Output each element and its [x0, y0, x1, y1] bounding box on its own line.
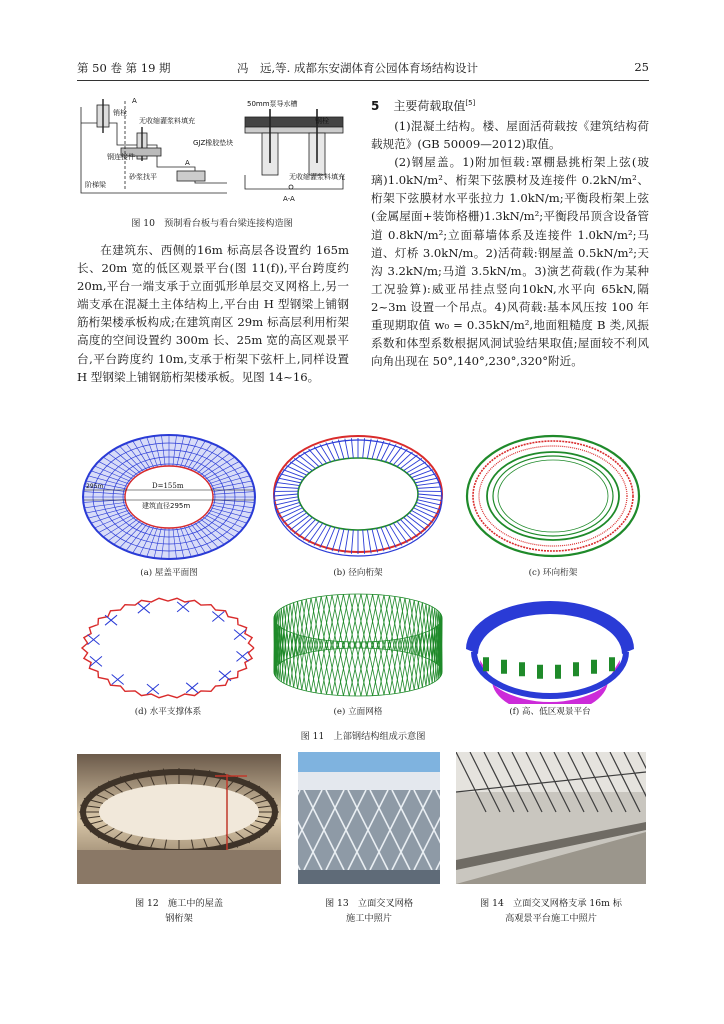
fig11-caption-a: (a) 屋盖平面图 — [140, 568, 198, 578]
platform-paragraph: 在建筑东、西侧的16m 标高层各设置约 165m 长、20m 宽的低区观景平台(图 11(f)),平台跨度约 20m,平台一端支承于立面弧形单层交叉网格上,另一端支承在混凝土主体结构上,平台由 H 型钢梁上铺钢筋桁架楼承板构成;在建筑南区 29m 标高层利用桁架高度的空间设置约 300m 长、25m 宽的高区观景平台,平台跨度约 10m,支承于桁架下弦杆上,同样设置 H 型钢梁上铺钢筋桁架楼承板。见图 14~16。 — [77, 243, 349, 384]
panel-a-dim3: 295m — [86, 483, 104, 490]
figure-11-caption: 图 11 上部钢结构组成示意图 — [300, 731, 426, 742]
roof-plan-svg — [80, 432, 258, 562]
ring-truss-svg — [462, 432, 644, 562]
page-number: 25 — [634, 60, 649, 74]
load-paragraph-2: (2)钢屋盖。1)附加恒载:罩棚悬挑桁架上弦(玻璃)1.0kN/m²、桁架下弦膜材及连接件 0.2kN/m²、桁架下弦膜材水平张拉力 1.0kN/m;平衡段桁架上弦(金属屋面+装饰格栅)1.3kN/m²;平衡段吊顶含设备管道 0.8kN/m²;立面幕墙体系及连接件 1.0kN/m²;马道、灯桥 3.0kN/m。2)活荷载:钢屋盖 0.5kN/m²;天沟 3.2kN/m;马道 3.5kN/m。3)演艺荷载(作为某种工况验算):威亚吊挂点竖向10kN,水平向 65kN,隔 2~3m 设置一个吊点。4)风荷载:基本风压按 100 年重现期取值 w₀ = 0.35kN/m²,地面粗糙度 B 类,风振系数和体型系数根据风洞试验结果取值;屋面较不利风向角出现在 50°,140°,230°,320°附近。 — [371, 155, 649, 369]
running-title: 冯 远,等. 成都东安湖体育公园体育场结构设计 — [237, 61, 478, 75]
fig10-label-a2: A — [185, 159, 190, 167]
fig11-panel-b — [268, 432, 448, 562]
left-column — [77, 241, 349, 386]
fig14-caption — [456, 896, 646, 926]
fig10-label-grout: 无收缩灌浆料填充 — [139, 117, 195, 125]
photo-fig13 — [298, 752, 440, 884]
fig11-caption-c: (c) 环向桁架 — [528, 568, 578, 578]
fig11-caption-f: (f) 高、低区观景平台 — [509, 707, 591, 717]
load-paragraph-1: (1)混凝土结构。楼、屋面活荷载按《建筑结构荷载规范》(GB 50009—2012)取值。 — [371, 119, 649, 152]
fig11-panel-d — [76, 592, 260, 704]
section-ref: [5] — [465, 99, 476, 107]
horizontal-bracing-svg — [76, 592, 260, 704]
platform-svg — [456, 594, 644, 704]
section-title: 主要荷载取值 — [393, 99, 466, 113]
fig12-caption — [77, 896, 281, 926]
facade-construction-photo — [298, 752, 440, 884]
fig12-caption-line2: 钢桁架 — [165, 913, 193, 924]
fig10-label-grout2: 无收缩灌浆料填充 — [289, 173, 345, 181]
facade-grid-svg — [266, 588, 450, 704]
fig10-label-cushion: 50mm泵导水槽 — [247, 100, 298, 108]
fig13-caption-line2: 施工中照片 — [346, 913, 392, 924]
fig14-caption-line2: 高观景平台施工中照片 — [505, 913, 597, 924]
fig11-panel-f — [456, 594, 644, 704]
fig11-caption-e: (e) 立面网格 — [333, 707, 383, 717]
figure-10-caption: 图 10 预制看台板与看台梁连接构造图 — [131, 218, 293, 229]
platform-construction-photo — [456, 752, 646, 884]
roof-construction-photo — [77, 754, 281, 884]
fig11-panel-e — [266, 588, 450, 704]
photo-fig12 — [77, 754, 281, 884]
fig10-label-gjz: GJZ橡胶垫块 — [193, 139, 234, 147]
journal-volume: 第 50 卷 第 19 期 — [77, 61, 171, 75]
photo-fig14 — [456, 752, 646, 884]
fig11-panel-a — [80, 432, 258, 562]
fig10-label-a1: A — [132, 97, 137, 105]
fig13-caption-line1: 图 13 立面交叉网格 — [324, 898, 414, 909]
fig14-caption-line1: 图 14 立面交叉网格支承 16m 标 — [480, 898, 622, 909]
section-5-heading — [371, 94, 649, 115]
fig10-label-stand-beam: 阶梯梁 — [85, 181, 106, 189]
fig11-caption-d: (d) 水平支撑体系 — [134, 707, 202, 717]
fig11-panel-c — [462, 432, 644, 562]
panel-a-dim1: D=155m — [152, 482, 184, 490]
fig10-label-steel-bolt: 钢栓 — [315, 117, 329, 125]
fig10-label-section: A-A — [283, 195, 295, 203]
page-header — [77, 60, 649, 80]
fig12-caption-line1: 图 12 施工中的屋盖 — [134, 898, 224, 909]
fig10-label-bolt: 销栓 — [113, 109, 127, 117]
radial-truss-svg — [268, 432, 448, 562]
section-number: 5 — [371, 99, 380, 113]
panel-a-dim2: 建筑直径295m — [142, 502, 191, 510]
figure-10-drawing — [77, 93, 347, 203]
header-rule — [77, 80, 649, 81]
connection-detail-svg — [77, 93, 347, 203]
fig10-label-steel-conn: 钢连接件 — [107, 153, 135, 161]
fig13-caption — [298, 896, 440, 926]
fig10-label-mortar: 砂浆找平 — [129, 173, 157, 181]
fig11-caption-b: (b) 径向桁架 — [333, 568, 383, 578]
right-column — [371, 94, 649, 370]
